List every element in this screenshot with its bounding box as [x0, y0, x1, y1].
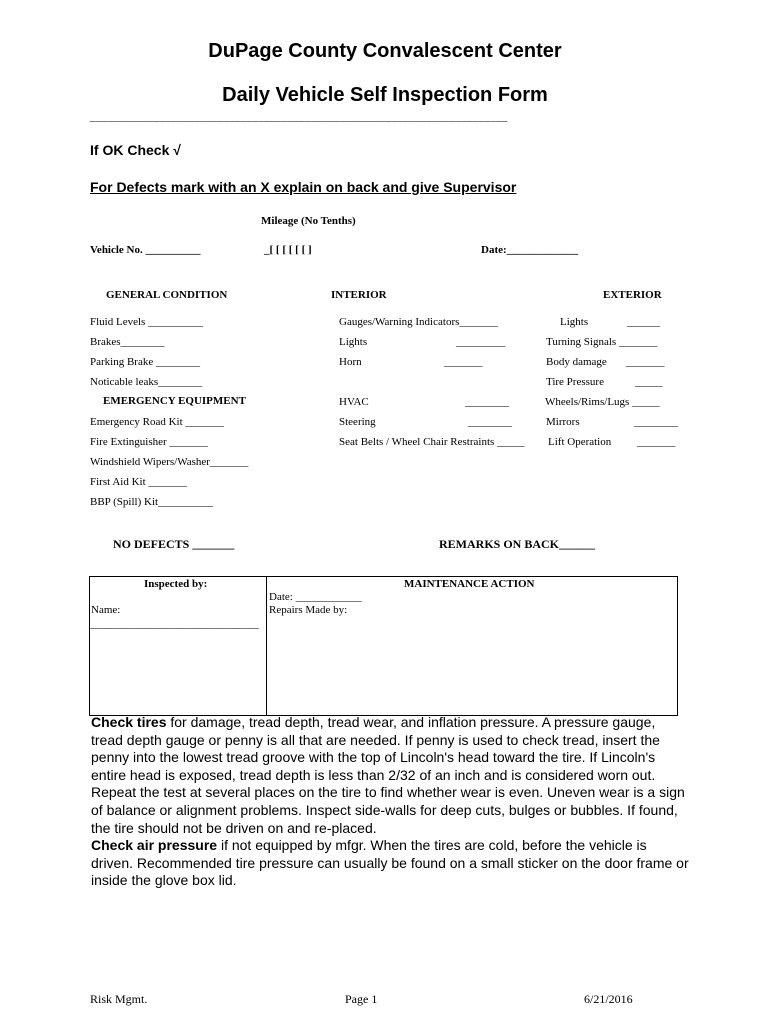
inspected-by-label: Inspected by:: [144, 578, 208, 590]
defects-instruction: For Defects mark with an X explain on back and give Supervisor: [90, 179, 517, 195]
maintenance-date-field[interactable]: Date: ____________: [269, 591, 362, 603]
air-pressure-text: if not equipped by mfgr. When the tires are cold, before the vehicle is driven. Recommended tire pressure can usually be found on a small sticker on the door frame or inside the glove box lid.: [91, 837, 689, 889]
exterior-heading: EXTERIOR: [603, 289, 662, 301]
general-item[interactable]: Fluid Levels __________: [90, 316, 204, 328]
mileage-label: Mileage (No Tenths): [261, 215, 356, 227]
ok-check-instruction: If OK Check √: [90, 142, 181, 158]
maintenance-action-heading: MAINTENANCE ACTION: [404, 578, 535, 590]
interior-item-blank[interactable]: _________: [456, 336, 506, 348]
exterior-item[interactable]: Lights: [560, 316, 589, 328]
header-separator: ________________________________________________________________________: [90, 111, 508, 123]
tires-text: for damage, tread depth, tread wear, and inflation pressure. A pressure gauge, tread depth gauge or penny is all that are needed. If penny is used to check tread, insert the penny into the lowest tread groove with the top of Lincoln's head toward the tire. If Lincoln's entire head is exposed, tread depth is less than 2/32 of an inch and is considered worn out. Repeat the test at several places on the tire to find whether wear is even. Uneven wear is a sign of balance or alignment problems. Inspect side-walls for deep cuts, bulges or bubbles. If found, the tire should not be driven on and re-placed.: [91, 714, 685, 836]
exterior-item[interactable]: Mirrors: [546, 416, 580, 428]
general-item[interactable]: Brakes________: [90, 336, 165, 348]
exterior-item-blank[interactable]: _______: [637, 436, 676, 448]
page-number: Page 1: [345, 992, 378, 1006]
tires-paragraph: [91, 714, 691, 837]
exterior-item-blank[interactable]: _____: [635, 376, 663, 388]
mileage-boxes[interactable]: _[ [ [ [ [ [ ]: [264, 244, 312, 256]
emergency-item[interactable]: Emergency Road Kit _______: [90, 416, 224, 428]
remarks-on-back-field[interactable]: REMARKS ON BACK______: [439, 537, 596, 551]
date-field[interactable]: Date:_____________: [481, 244, 579, 256]
inspection-box-divider: [266, 576, 267, 715]
inspector-name-line[interactable]: _________________________________: [90, 618, 259, 630]
interior-item[interactable]: Steering: [339, 416, 376, 428]
interior-item-blank[interactable]: _______: [444, 356, 483, 368]
interior-item[interactable]: Seat Belts / Wheel Chair Restraints _____: [339, 436, 525, 448]
general-item[interactable]: Noticable leaks________: [90, 376, 203, 388]
inspector-name-label: Name:: [91, 604, 121, 616]
exterior-item-blank[interactable]: _______: [626, 356, 665, 368]
tire-check-instructions: [91, 714, 691, 890]
air-pressure-paragraph: [91, 837, 691, 890]
emergency-item[interactable]: Fire Extinguisher _______: [90, 436, 208, 448]
interior-item[interactable]: Gauges/Warning Indicators_______: [339, 316, 498, 328]
interior-item[interactable]: HVAC: [339, 396, 369, 408]
exterior-item[interactable]: Turning Signals _______: [546, 336, 658, 348]
interior-item-blank[interactable]: ________: [465, 396, 509, 408]
emergency-item[interactable]: BBP (Spill) Kit__________: [90, 496, 214, 508]
exterior-item[interactable]: Lift Operation: [548, 436, 612, 448]
general-item[interactable]: Parking Brake ________: [90, 356, 200, 368]
exterior-item[interactable]: Wheels/Rims/Lugs _____: [545, 396, 660, 408]
vehicle-number-field[interactable]: Vehicle No. __________: [90, 244, 201, 256]
page-title: DuPage County Convalescent Center: [208, 40, 562, 62]
footer-date: 6/21/2016: [584, 992, 633, 1006]
interior-item-blank[interactable]: ________: [468, 416, 512, 428]
interior-item[interactable]: Lights: [339, 336, 368, 348]
emergency-item[interactable]: Windshield Wipers/Washer_______: [90, 456, 249, 468]
interior-heading: INTERIOR: [331, 289, 387, 301]
exterior-item[interactable]: Body damage: [546, 356, 607, 368]
emergency-equipment-heading: EMERGENCY EQUIPMENT: [103, 395, 246, 407]
form-subtitle: Daily Vehicle Self Inspection Form: [222, 84, 548, 106]
general-condition-heading: GENERAL CONDITION: [106, 289, 228, 301]
exterior-item[interactable]: Tire Pressure: [546, 376, 604, 388]
no-defects-field[interactable]: NO DEFECTS _______: [113, 537, 235, 551]
inspection-box: [89, 576, 678, 716]
emergency-item[interactable]: First Aid Kit _______: [90, 476, 187, 488]
exterior-item-blank[interactable]: ______: [627, 316, 660, 328]
tires-heading: Check tires: [91, 714, 167, 730]
interior-item[interactable]: Horn: [339, 356, 362, 368]
exterior-item-blank[interactable]: ________: [634, 416, 678, 428]
repairs-made-by-field[interactable]: Repairs Made by:: [269, 604, 348, 616]
footer-left: Risk Mgmt.: [90, 992, 148, 1006]
air-pressure-heading: Check air pressure: [91, 837, 218, 854]
